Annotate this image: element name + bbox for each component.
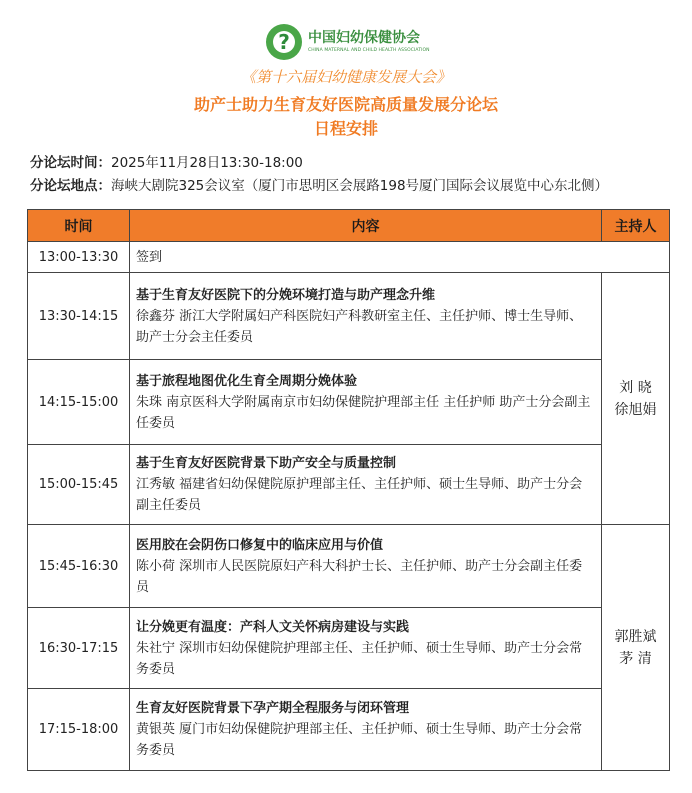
forum-title: 助产士助力生育友好医院高质量发展分论坛 bbox=[193, 95, 498, 114]
signin-time: 13:00-13:30 bbox=[28, 242, 130, 273]
session-time: 14:15-15:00 bbox=[28, 360, 130, 445]
table-row bbox=[28, 689, 670, 771]
session-time: 15:00-15:45 bbox=[28, 445, 130, 525]
association-emblem-icon bbox=[266, 24, 302, 60]
org-name: 中国妇幼保健协会 bbox=[308, 30, 420, 46]
signin-content: 签到 bbox=[130, 242, 670, 273]
org-name-en: CHINA MATERNAL AND CHILD HEALTH ASSOCIATION bbox=[308, 48, 430, 53]
session-content bbox=[130, 608, 602, 689]
conference-title: 《第十六届妇幼健康发展大会》 bbox=[240, 68, 451, 86]
table-row-signin bbox=[28, 242, 670, 273]
forum-place-value: 海峡大剧院325会议室（厦门市思明区会展路198号厦门国际会议展览中心东北侧） bbox=[111, 178, 609, 194]
host-name: 徐旭娟 bbox=[614, 401, 657, 418]
table-row bbox=[28, 445, 670, 525]
agenda-table bbox=[27, 209, 670, 771]
table-row bbox=[28, 608, 670, 689]
session-title: 让分娩更有温度：产科人文关怀病房建设与实践 bbox=[136, 619, 410, 635]
table-row bbox=[28, 273, 670, 360]
session-title: 基于生育友好医院下的分娩环境打造与助产理念升维 bbox=[136, 287, 436, 303]
header-content: 内容 bbox=[130, 210, 602, 242]
session-time: 15:45-16:30 bbox=[28, 525, 130, 608]
table-row bbox=[28, 360, 670, 445]
header bbox=[0, 0, 692, 140]
session-content bbox=[130, 525, 602, 608]
forum-time-value: 2025年11月28日13:30-18:00 bbox=[111, 155, 303, 171]
session-speaker: 陈小荷 深圳市人民医院原妇产科大科护士长、主任护师、助产士分会副主任委员 bbox=[136, 558, 583, 595]
session-speaker: 朱社宁 深圳市妇幼保健院护理部主任、主任护师、硕士生导师、助产士分会常务委员 bbox=[136, 640, 583, 677]
session-title: 医用胶在会阴伤口修复中的临床应用与价值 bbox=[136, 537, 384, 553]
header-host: 主持人 bbox=[602, 210, 670, 242]
forum-place-label: 分论坛地点： bbox=[30, 178, 111, 194]
session-speaker: 江秀敏 福建省妇幼保健院原护理部主任、主任护师、硕士生导师、助产士分会副主任委员 bbox=[136, 477, 583, 513]
session-content bbox=[130, 445, 602, 525]
agenda-title: 日程安排 bbox=[313, 119, 378, 138]
session-time: 17:15-18:00 bbox=[28, 689, 130, 771]
forum-time bbox=[30, 151, 303, 171]
forum-place bbox=[30, 174, 608, 194]
forum-time-label: 分论坛时间： bbox=[30, 155, 111, 171]
session-title: 基于生育友好医院背景下助产安全与质量控制 bbox=[136, 456, 397, 471]
session-title: 基于旅程地图优化生育全周期分娩体验 bbox=[136, 373, 358, 389]
session-time: 13:30-14:15 bbox=[28, 273, 130, 360]
session-content bbox=[130, 273, 602, 360]
association-logo bbox=[266, 22, 430, 62]
host-cell-1 bbox=[602, 273, 670, 525]
session-title: 生育友好医院背景下孕产期全程服务与闭环管理 bbox=[136, 701, 410, 716]
table-row bbox=[28, 525, 670, 608]
host-name: 茅 清 bbox=[619, 650, 652, 667]
host-name: 郭胜斌 bbox=[614, 628, 657, 645]
session-time: 16:30-17:15 bbox=[28, 608, 130, 689]
host-cell-2 bbox=[602, 525, 670, 771]
header-time: 时间 bbox=[28, 210, 130, 242]
logo-text bbox=[308, 30, 430, 54]
table-header-row bbox=[28, 210, 670, 242]
host-name: 刘 晓 bbox=[619, 379, 652, 396]
session-content bbox=[130, 360, 602, 445]
session-content bbox=[130, 689, 602, 771]
session-speaker: 徐鑫芬 浙江大学附属妇产科医院妇产科教研室主任、主任护师、博士生导师、助产士分会主任委员 bbox=[136, 308, 583, 345]
session-speaker: 黄银英 厦门市妇幼保健院护理部主任、主任护师、硕士生导师、助产士分会常务委员 bbox=[136, 722, 583, 758]
session-speaker: 朱珠 南京医科大学附属南京市妇幼保健院护理部主任 主任护师 助产士分会副主任委员 bbox=[136, 394, 591, 431]
